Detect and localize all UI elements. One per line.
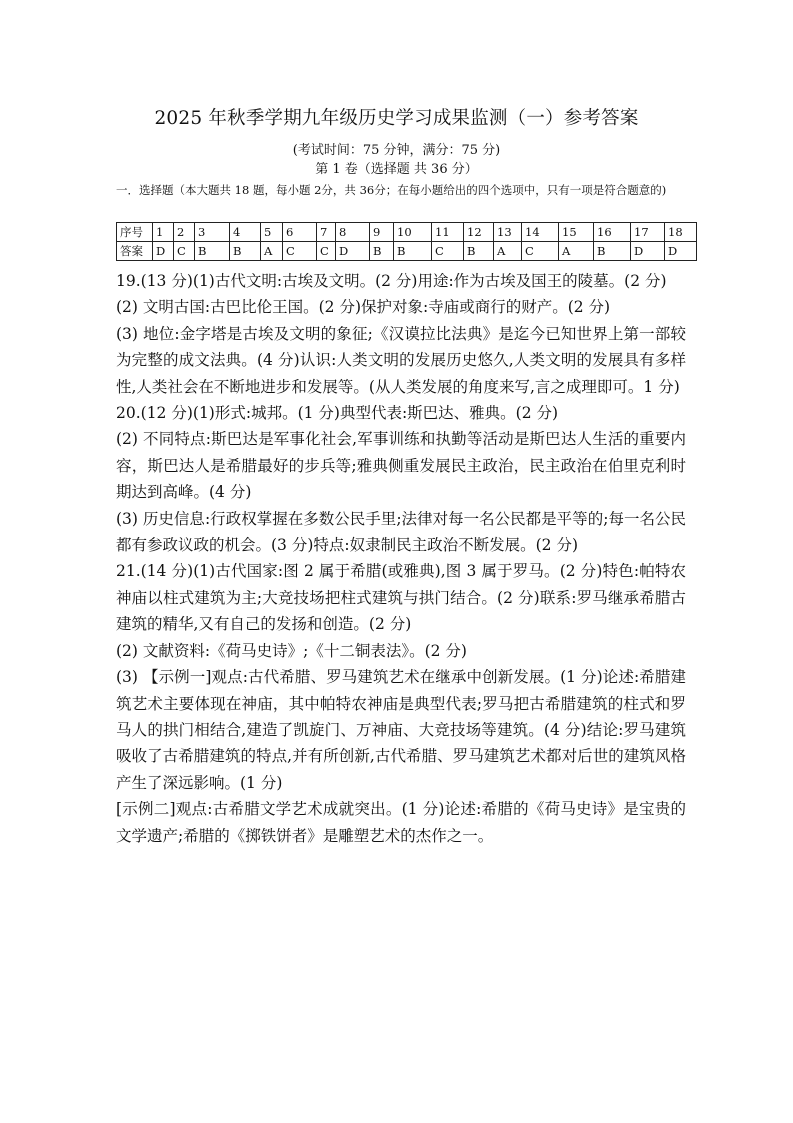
answer-cell: B [394, 242, 432, 261]
question-number: 11 [432, 223, 464, 242]
question-number: 16 [594, 223, 631, 242]
answer-paragraph-q21-part2: (2) 文献资料:《荷马史诗》;《十二铜表法》。(2 分) [116, 641, 467, 660]
answer-cell: B [195, 242, 230, 261]
answer-cell: A [261, 242, 283, 261]
answer-cell: B [594, 242, 631, 261]
table-row-numbers [117, 223, 697, 242]
answer-cell: D [336, 242, 370, 261]
question-number: 6 [283, 223, 317, 242]
answer-paragraph-q21-example1: (3) 【示例一]观点:古代希腊、罗马建筑艺术在继承中创新发展。(1 分)论述:希腊建筑艺术主要体现在神庙，其中帕特农神庙是典型代表;罗马把古希腊建筑的柱式和罗马人的拱门相结合,建造了凯旋门、万神庙、大竞技场等建筑。(4 分)结论:罗马建筑吸收了古希腊建筑的特点,并有所创新,古代希腊、罗马建筑艺术都对后世的建筑风格产生了深远影响。(1 分) [116, 668, 686, 792]
question-number: 17 [631, 223, 665, 242]
question-number: 7 [317, 223, 336, 242]
section-instructions: 一．选择题（本大题共 18 题，每小题 2分，共 36分；在每小题给出的四个选项中，只有一项是符合题意的) [116, 183, 667, 197]
answer-paragraph-q21-example2: [示例二]观点:古希腊文学艺术成就突出。(1 分)论述:希腊的《荷马史诗》是宝贵的文学遗产;希腊的《掷铁饼者》是雕塑艺术的杰作之一。 [116, 800, 686, 845]
answer-cell: C [317, 242, 336, 261]
answer-cell: B [230, 242, 261, 261]
question-number: 3 [195, 223, 230, 242]
question-number: 15 [559, 223, 594, 242]
answer-paragraph-q19-part1: 19.(13 分)(1)古代文明:古埃及文明。(2 分)用途:作为古埃及国王的陵墓。(2 分) [116, 272, 667, 290]
question-number: 12 [464, 223, 494, 242]
answer-cell: C [283, 242, 317, 261]
document-title: 2025 年秋季学期九年级历史学习成果监测（一）参考答案 [154, 108, 639, 129]
question-number: 14 [522, 223, 559, 242]
answer-cell: A [559, 242, 594, 261]
question-number: 5 [261, 223, 283, 242]
exam-info: (考试时间：75 分钟，满分：75 分) [292, 143, 501, 158]
question-number: 10 [394, 223, 432, 242]
question-number: 8 [336, 223, 370, 242]
answer-cell: B [370, 242, 394, 261]
answer-cell: B [464, 242, 494, 261]
answer-paragraph-q19-part3: (3) 地位:金字塔是古埃及文明的象征;《汉谟拉比法典》是迄今已知世界上第一部较为完整的成文法典。(4 分)认识:人类文明的发展历史悠久,人类文明的发展具有多样性,人类社会在不断地进步和发展等。(从人类发展的角度来写,言之成理即可。1 分) [116, 324, 686, 396]
question-number: 2 [174, 223, 195, 242]
answer-cell: C [174, 242, 195, 261]
answer-paragraph-q20-part1: 20.(12 分)(1)形式:城邦。(1 分)典型代表:斯巴达、雅典。(2 分) [116, 404, 559, 423]
answer-paragraph-q20-part3: (3) 历史信息:行政权掌握在多数公民手里;法律对每一名公民都是平等的;每一名公民都有参政议政的机会。(3 分)特点:奴隶制民主政治不断发展。(2 分) [116, 509, 686, 555]
answer-paragraph-q21-part1: 21.(14 分)(1)古代国家:图 2 属于希腊(或雅典),图 3 属于罗马。(2 分)特色:帕特农神庙以柱式建筑为主;大竞技场把柱式建筑与拱门结合。(2 分)联系:罗马继承希腊古建筑的精华,又有自己的发扬和创造。(2 分) [116, 562, 686, 634]
question-number: 1 [153, 223, 174, 242]
question-number: 4 [230, 223, 261, 242]
answer-cell: D [665, 242, 697, 261]
answer-cell: A [494, 242, 522, 261]
question-number: 18 [665, 223, 697, 242]
question-number: 13 [494, 223, 522, 242]
answer-paragraph-q20-part2: (2) 不同特点:斯巴达是军事化社会,军事训练和执勤等活动是斯巴达人生活的重要内容，斯巴达人是希腊最好的步兵等;雅典侧重发展民主政治，民主政治在伯里克利时期达到高峰。(4 分) [116, 430, 686, 502]
row-label-answer: 答案 [117, 242, 153, 261]
answer-cell: D [631, 242, 665, 261]
answer-body [116, 268, 686, 849]
answer-table [116, 222, 697, 261]
answer-cell: C [522, 242, 559, 261]
row-label-number: 序号 [117, 223, 153, 242]
answer-cell: D [153, 242, 174, 261]
section-title: 第 1 卷（选择题 共 36 分） [315, 162, 478, 177]
answer-paragraph-q19-part2: (2) 文明古国:古巴比伦王国。(2 分)保护对象:寺庙或商行的财产。(2 分) [116, 298, 611, 317]
question-number: 9 [370, 223, 394, 242]
table-row-answers [117, 242, 697, 261]
answer-cell: C [432, 242, 464, 261]
